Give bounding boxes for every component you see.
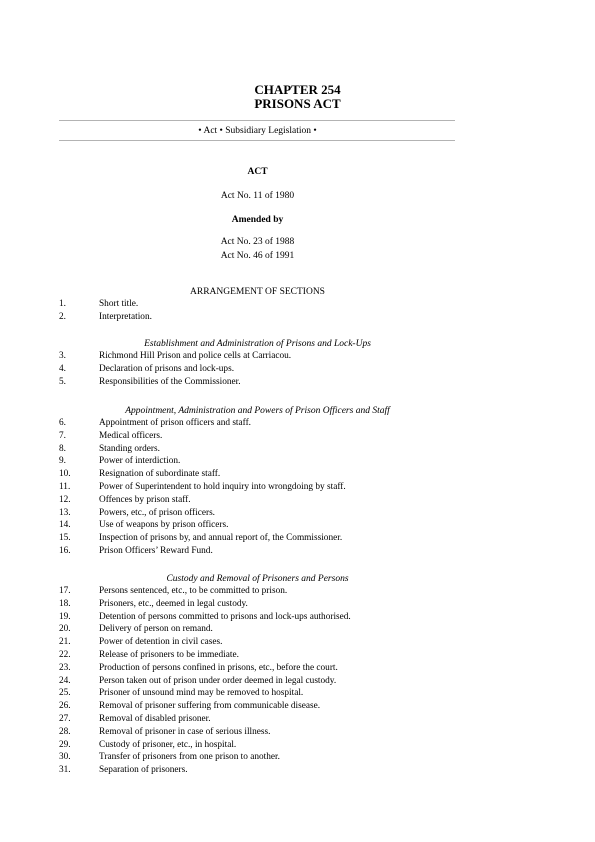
- section-number: 6.: [59, 418, 66, 428]
- section-title[interactable]: Interpretation.: [99, 311, 152, 322]
- section-number: 23.: [59, 662, 71, 673]
- section-row[interactable]: [59, 443, 479, 456]
- section-title[interactable]: Richmond Hill Prison and police cells at Carriacou.: [99, 351, 292, 361]
- section-row[interactable]: [59, 417, 479, 430]
- section-title[interactable]: Medical officers.: [99, 430, 163, 441]
- section-number: 22.: [59, 650, 71, 660]
- section-title[interactable]: Release of prisoners to be immediate.: [99, 650, 239, 660]
- section-number: 4.: [59, 363, 66, 374]
- section-title[interactable]: Prisoners, etc., deemed in legal custody.: [99, 598, 248, 609]
- top-divider: [59, 120, 455, 121]
- act-heading: ACT: [247, 167, 268, 177]
- bottom-divider: [59, 140, 455, 141]
- section-number: 14.: [59, 520, 71, 531]
- section-row[interactable]: [59, 764, 479, 777]
- section-title[interactable]: Standing orders.: [99, 443, 160, 454]
- section-title[interactable]: Delivery of person on remand.: [99, 624, 213, 635]
- section-title[interactable]: Power of interdiction.: [99, 456, 181, 467]
- amendment-1: Act No. 23 of 1988: [220, 237, 295, 247]
- section-number: 20.: [59, 624, 71, 635]
- section-number: 11.: [59, 482, 71, 492]
- section-number: 31.: [59, 765, 71, 776]
- section-title[interactable]: Removal of prisoner in case of serious illness.: [99, 726, 271, 737]
- section-row[interactable]: [59, 519, 479, 532]
- section-row[interactable]: [59, 687, 479, 700]
- section-number: 9.: [59, 456, 66, 467]
- arrangement-title: ARRANGEMENT OF SECTIONS: [190, 287, 325, 297]
- section-number: 2.: [59, 311, 66, 322]
- section-row[interactable]: [59, 494, 479, 507]
- section-number: 16.: [59, 546, 71, 556]
- document-nav[interactable]: • Act • Subsidiary Legislation •: [198, 126, 317, 136]
- section-number: 26.: [59, 701, 71, 712]
- section-row[interactable]: [59, 662, 479, 675]
- section-number: 21.: [59, 637, 71, 648]
- section-row[interactable]: [59, 713, 479, 726]
- section-row[interactable]: [59, 611, 479, 624]
- section-row[interactable]: [59, 430, 479, 443]
- section-row[interactable]: [59, 298, 479, 311]
- section-number: 12.: [59, 494, 71, 505]
- act-title: PRISONS ACT: [254, 96, 341, 111]
- section-number: 30.: [59, 752, 71, 763]
- section-row[interactable]: [59, 751, 479, 764]
- section-row[interactable]: [59, 545, 479, 558]
- section-title[interactable]: Transfer of prisoners from one prison to another.: [99, 752, 280, 763]
- section-title[interactable]: Responsibilities of the Commissioner.: [99, 376, 241, 387]
- section-title[interactable]: Persons sentenced, etc., to be committed to prison.: [99, 586, 288, 596]
- section-number: 17.: [59, 586, 71, 596]
- section-title[interactable]: Offences by prison staff.: [99, 494, 191, 505]
- section-title[interactable]: Appointment of prison officers and staff.: [99, 418, 251, 428]
- section-row[interactable]: [59, 585, 479, 598]
- section-number: 7.: [59, 430, 66, 441]
- section-row[interactable]: [59, 675, 479, 688]
- section-group-heading: Appointment, Administration and Powers of Prison Officers and Staff: [125, 406, 390, 416]
- section-number: 19.: [59, 611, 71, 622]
- section-number: 28.: [59, 726, 71, 737]
- section-row[interactable]: [59, 623, 479, 636]
- section-row[interactable]: [59, 649, 479, 662]
- section-row[interactable]: [59, 311, 479, 324]
- section-number: 18.: [59, 598, 71, 609]
- section-title[interactable]: Resignation of subordinate staff.: [99, 469, 221, 480]
- section-title[interactable]: Inspection of prisons by, and annual report of, the Commissioner.: [99, 533, 343, 544]
- section-row[interactable]: [59, 468, 479, 481]
- amendment-2: Act No. 46 of 1991: [220, 251, 295, 261]
- amended-by-label: Amended by: [231, 215, 284, 225]
- section-number: 10.: [59, 469, 71, 480]
- section-number: 27.: [59, 714, 71, 724]
- section-group-heading: Custody and Removal of Prisoners and Persons: [166, 574, 349, 584]
- chapter-number: CHAPTER 254: [254, 82, 341, 97]
- section-group-heading: Establishment and Administration of Prisons and Lock-Ups: [144, 339, 371, 349]
- act-number: Act No. 11 of 1980: [220, 191, 295, 201]
- section-title[interactable]: Detention of persons committed to prisons and lock-ups authorised.: [99, 611, 351, 622]
- section-row[interactable]: [59, 598, 479, 611]
- section-title[interactable]: Powers, etc., of prison officers.: [99, 507, 216, 518]
- section-row[interactable]: [59, 363, 479, 376]
- section-title[interactable]: Use of weapons by prison officers.: [99, 520, 229, 531]
- section-row[interactable]: [59, 350, 479, 363]
- section-number: 13.: [59, 507, 71, 518]
- section-title[interactable]: Prison Officers’ Reward Fund.: [99, 546, 213, 556]
- section-row[interactable]: [59, 507, 479, 520]
- section-title[interactable]: Custody of prisoner, etc., in hospital.: [99, 739, 237, 750]
- section-number: 5.: [59, 376, 66, 387]
- section-number: 24.: [59, 675, 71, 686]
- section-row[interactable]: [59, 532, 479, 545]
- section-title[interactable]: Prisoner of unsound mind may be removed to hospital.: [99, 688, 304, 699]
- section-title[interactable]: Power of detention in civil cases.: [99, 637, 223, 648]
- section-title[interactable]: Power of Superintendent to hold inquiry into wrongdoing by staff.: [99, 482, 346, 492]
- section-number: 8.: [59, 443, 66, 454]
- section-number: 29.: [59, 739, 71, 750]
- section-title[interactable]: Short title.: [99, 299, 139, 309]
- section-title[interactable]: Person taken out of prison under order deemed in legal custody.: [99, 675, 337, 686]
- section-title[interactable]: Removal of prisoner suffering from communicable disease.: [99, 701, 321, 712]
- section-row[interactable]: [59, 726, 479, 739]
- section-row[interactable]: [59, 455, 479, 468]
- section-row[interactable]: [59, 481, 479, 494]
- section-title[interactable]: Separation of prisoners.: [99, 765, 188, 776]
- section-number: 3.: [59, 351, 66, 361]
- section-title[interactable]: Declaration of prisons and lock-ups.: [99, 363, 235, 374]
- section-title[interactable]: Removal of disabled prisoner.: [99, 714, 211, 724]
- section-title[interactable]: Production of persons confined in prisons, etc., before the court.: [99, 662, 338, 673]
- section-row[interactable]: [59, 700, 479, 713]
- section-number: 1.: [59, 299, 66, 309]
- section-number: 25.: [59, 688, 71, 699]
- section-number: 15.: [59, 533, 71, 544]
- section-row[interactable]: [59, 739, 479, 752]
- section-row[interactable]: [59, 376, 479, 389]
- section-row[interactable]: [59, 636, 479, 649]
